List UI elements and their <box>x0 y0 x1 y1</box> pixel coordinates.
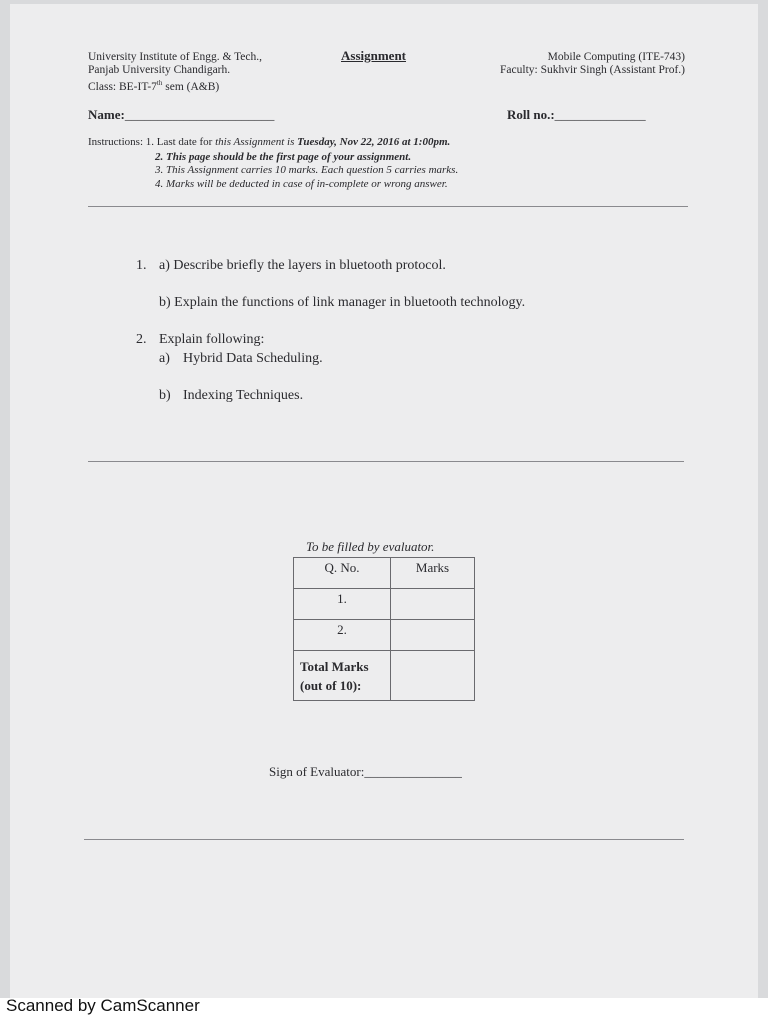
questions-divider <box>88 461 684 462</box>
total-marks-line-2: (out of 10): <box>300 677 362 693</box>
question-number-cell: 2. <box>294 620 391 651</box>
institute-name: University Institute of Engg. & Tech., <box>88 51 263 63</box>
faculty-name: Faculty: Sukhvir Singh (Assistant Prof.) <box>500 64 685 76</box>
question-2a-label: a) <box>159 351 170 366</box>
table-header-row <box>294 558 475 589</box>
document-title: Assignment <box>341 48 407 63</box>
roll-blank: ______________ <box>554 107 646 122</box>
institute-block <box>88 51 262 94</box>
question-2-title: Explain following: <box>159 332 265 347</box>
question-number-cell: 1. <box>294 589 391 620</box>
name-label: Name: <box>88 107 125 122</box>
marks-cell <box>391 589 475 620</box>
signature-blank: _______________ <box>364 764 462 779</box>
total-marks-label <box>294 651 391 701</box>
marks-table <box>293 557 475 701</box>
university-name: Panjab University Chandigarh. <box>88 64 231 76</box>
total-marks-line-1: Total Marks <box>300 658 369 674</box>
question-1a: a) Describe briefly the layers in bluetooth protocol. <box>159 258 446 273</box>
question-1-number: 1. <box>136 258 147 273</box>
class-info <box>88 77 262 94</box>
name-blank: _______________________ <box>124 107 275 122</box>
column-header-qno: Q. No. <box>294 558 391 589</box>
evaluator-signature <box>269 764 462 780</box>
scanner-watermark: Scanned by CamScanner <box>6 996 200 1015</box>
header-divider <box>88 206 688 207</box>
roll-label: Roll no.: <box>507 107 555 122</box>
class-prefix: Class: BE-IT-7 <box>88 80 157 93</box>
column-header-marks: Marks <box>391 558 475 589</box>
instruction-1-text: this Assignment is <box>215 136 298 148</box>
table-row <box>294 589 475 620</box>
table-row <box>294 620 475 651</box>
instruction-1 <box>88 137 450 148</box>
instruction-4: 4. Marks will be deducted in case of in-complete or wrong answer. <box>155 178 448 190</box>
question-2-number: 2. <box>136 332 147 347</box>
instruction-3: 3. This Assignment carries 10 marks. Each question 5 carries marks. <box>155 164 459 176</box>
marks-cell <box>391 620 475 651</box>
total-row <box>294 651 475 701</box>
instruction-1-deadline: Tuesday, Nov 22, 2016 at 1:00pm. <box>297 136 451 148</box>
class-superscript: th <box>156 79 163 87</box>
name-field <box>88 107 274 123</box>
course-block <box>500 51 685 77</box>
total-marks-cell <box>391 651 475 701</box>
question-1b: b) Explain the functions of link manager in bluetooth technology. <box>159 295 526 310</box>
class-suffix: sem (A&B) <box>162 80 220 93</box>
instructions-lead: Instructions: 1. Last date for <box>88 136 216 148</box>
footer-divider <box>84 839 684 840</box>
roll-field <box>507 107 646 123</box>
course-name: Mobile Computing (ITE-743) <box>547 51 685 63</box>
signature-label: Sign of Evaluator: <box>269 764 365 779</box>
evaluator-caption: To be filled by evaluator. <box>306 539 435 554</box>
instruction-2: 2. This page should be the first page of your assignment. <box>155 151 412 163</box>
question-2b: Indexing Techniques. <box>183 388 304 403</box>
question-2b-label: b) <box>159 388 171 403</box>
question-2a: Hybrid Data Scheduling. <box>183 351 323 366</box>
